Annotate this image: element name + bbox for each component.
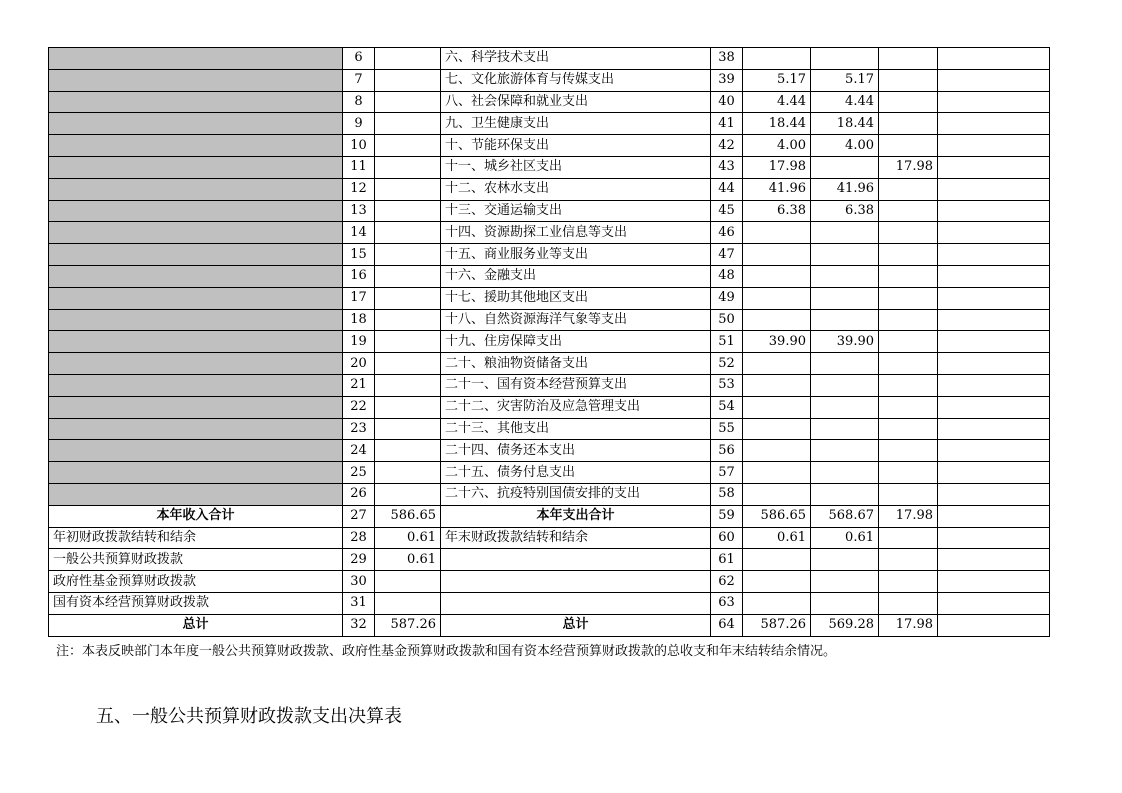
left-amount-cell <box>375 309 441 331</box>
general-budget-cell <box>811 440 879 462</box>
section-title: 五、一般公共预算财政拨款支出决算表 <box>96 706 402 727</box>
income-total-no: 27 <box>343 505 375 527</box>
expense-item-label: 十七、援助其他地区支出 <box>441 287 711 309</box>
expense-item-label: 二十五、债务付息支出 <box>441 462 711 484</box>
left-label-cell <box>49 374 343 396</box>
left-amount-cell <box>375 396 441 418</box>
sub1-amount: 0.61 <box>375 549 441 571</box>
extra-cell <box>938 396 1050 418</box>
general-budget-cell <box>811 483 879 505</box>
left-amount-cell <box>375 331 441 353</box>
left-label-cell <box>49 178 343 200</box>
left-label-cell <box>49 462 343 484</box>
extra-cell <box>938 178 1050 200</box>
left-amount-cell <box>375 135 441 157</box>
left-label-cell <box>49 483 343 505</box>
left-no-cell: 9 <box>343 113 375 135</box>
end-balance-extra <box>938 527 1050 549</box>
sub1-no: 29 <box>343 549 375 571</box>
extra-cell <box>938 200 1050 222</box>
table-row <box>49 374 1050 396</box>
left-label-cell <box>49 200 343 222</box>
sub-row <box>49 571 1050 593</box>
extra-cell <box>938 483 1050 505</box>
table-row <box>49 91 1050 113</box>
table-row <box>49 396 1050 418</box>
left-no-cell: 20 <box>343 353 375 375</box>
extra-cell <box>938 265 1050 287</box>
table-row <box>49 287 1050 309</box>
begin-balance-label: 年初财政拨款结转和结余 <box>49 527 343 549</box>
expense-item-label: 七、文化旅游体育与传媒支出 <box>441 69 711 91</box>
left-amount-cell <box>375 265 441 287</box>
left-amount-cell <box>375 156 441 178</box>
table-row <box>49 309 1050 331</box>
right-no-cell: 39 <box>711 69 743 91</box>
fund-budget-cell <box>879 287 938 309</box>
expense-item-label: 十五、商业服务业等支出 <box>441 244 711 266</box>
extra-cell <box>938 374 1050 396</box>
expense-total-no: 59 <box>711 505 743 527</box>
left-no-cell: 7 <box>343 69 375 91</box>
extra-cell <box>938 287 1050 309</box>
table-row <box>49 462 1050 484</box>
extra-cell <box>938 331 1050 353</box>
left-label-cell <box>49 396 343 418</box>
left-no-cell: 10 <box>343 135 375 157</box>
total-amount-cell <box>743 353 811 375</box>
expense-item-label: 十八、自然资源海洋气象等支出 <box>441 309 711 331</box>
grand-total-right-label: 总计 <box>441 614 711 636</box>
total-amount-cell <box>743 222 811 244</box>
table-row <box>49 200 1050 222</box>
left-label-cell <box>49 309 343 331</box>
left-label-cell <box>49 91 343 113</box>
expense-total-extra <box>938 505 1050 527</box>
extra-cell <box>938 91 1050 113</box>
income-total-amount: 586.65 <box>375 505 441 527</box>
total-amount-cell: 39.90 <box>743 331 811 353</box>
general-budget-cell: 39.90 <box>811 331 879 353</box>
right-no-cell: 41 <box>711 113 743 135</box>
sub2-c4 <box>938 571 1050 593</box>
grand-total-fund: 17.98 <box>879 614 938 636</box>
right-no-cell: 40 <box>711 91 743 113</box>
general-budget-cell <box>811 48 879 70</box>
general-budget-cell <box>811 353 879 375</box>
total-amount-cell <box>743 265 811 287</box>
expense-item-label: 二十一、国有资本经营预算支出 <box>441 374 711 396</box>
balance-row <box>49 527 1050 549</box>
fund-budget-cell <box>879 418 938 440</box>
left-no-cell: 14 <box>343 222 375 244</box>
total-amount-cell: 18.44 <box>743 113 811 135</box>
sub3-c3 <box>879 592 938 614</box>
left-amount-cell <box>375 374 441 396</box>
fiscal-appropriation-table <box>48 47 1050 637</box>
left-no-cell: 18 <box>343 309 375 331</box>
table-row <box>49 483 1050 505</box>
extra-cell <box>938 440 1050 462</box>
left-amount-cell <box>375 244 441 266</box>
general-budget-cell <box>811 462 879 484</box>
table-row <box>49 440 1050 462</box>
fund-budget-cell <box>879 462 938 484</box>
right-no-cell: 50 <box>711 309 743 331</box>
expense-item-label: 十四、资源勘探工业信息等支出 <box>441 222 711 244</box>
left-no-cell: 21 <box>343 374 375 396</box>
left-label-cell <box>49 69 343 91</box>
sub1-c4 <box>938 549 1050 571</box>
expense-item-label: 八、社会保障和就业支出 <box>441 91 711 113</box>
grand-total-extra <box>938 614 1050 636</box>
general-budget-cell <box>811 287 879 309</box>
table-row <box>49 156 1050 178</box>
sub3-right-label <box>441 592 711 614</box>
fund-budget-cell <box>879 353 938 375</box>
sub3-right-no: 63 <box>711 592 743 614</box>
right-no-cell: 56 <box>711 440 743 462</box>
end-balance-fund <box>879 527 938 549</box>
fund-budget-cell <box>879 69 938 91</box>
expense-total-general: 568.67 <box>811 505 879 527</box>
left-no-cell: 16 <box>343 265 375 287</box>
fund-budget-cell <box>879 200 938 222</box>
left-amount-cell <box>375 178 441 200</box>
left-no-cell: 8 <box>343 91 375 113</box>
general-budget-cell <box>811 309 879 331</box>
total-amount-cell <box>743 418 811 440</box>
sub1-c2 <box>811 549 879 571</box>
sub3-no: 31 <box>343 592 375 614</box>
grand-total-row <box>49 614 1050 636</box>
fund-budget-cell <box>879 396 938 418</box>
table-row <box>49 113 1050 135</box>
left-amount-cell <box>375 113 441 135</box>
expense-total-total: 586.65 <box>743 505 811 527</box>
extra-cell <box>938 222 1050 244</box>
expense-item-label: 十六、金融支出 <box>441 265 711 287</box>
right-no-cell: 42 <box>711 135 743 157</box>
left-amount-cell <box>375 353 441 375</box>
general-budget-cell: 41.96 <box>811 178 879 200</box>
right-no-cell: 48 <box>711 265 743 287</box>
expense-item-label: 十、节能环保支出 <box>441 135 711 157</box>
fund-budget-cell <box>879 113 938 135</box>
right-no-cell: 49 <box>711 287 743 309</box>
left-no-cell: 19 <box>343 331 375 353</box>
fund-budget-cell <box>879 265 938 287</box>
right-no-cell: 43 <box>711 156 743 178</box>
left-no-cell: 25 <box>343 462 375 484</box>
total-amount-cell: 5.17 <box>743 69 811 91</box>
expense-item-label: 十一、城乡社区支出 <box>441 156 711 178</box>
begin-balance-amount: 0.61 <box>375 527 441 549</box>
right-no-cell: 38 <box>711 48 743 70</box>
left-no-cell: 24 <box>343 440 375 462</box>
right-no-cell: 58 <box>711 483 743 505</box>
total-amount-cell: 17.98 <box>743 156 811 178</box>
left-label-cell <box>49 156 343 178</box>
general-budget-cell <box>811 396 879 418</box>
right-no-cell: 55 <box>711 418 743 440</box>
table-row <box>49 135 1050 157</box>
fund-budget-cell <box>879 135 938 157</box>
sub1-c1 <box>743 549 811 571</box>
summary-rows <box>49 505 1050 636</box>
extra-cell <box>938 156 1050 178</box>
sub2-c1 <box>743 571 811 593</box>
extra-cell <box>938 135 1050 157</box>
sub3-amount <box>375 592 441 614</box>
sub-row <box>49 549 1050 571</box>
extra-cell <box>938 418 1050 440</box>
sub3-c4 <box>938 592 1050 614</box>
sub2-amount <box>375 571 441 593</box>
expense-item-label: 十三、交通运输支出 <box>441 200 711 222</box>
extra-cell <box>938 462 1050 484</box>
left-no-cell: 12 <box>343 178 375 200</box>
general-budget-cell: 6.38 <box>811 200 879 222</box>
fund-budget-cell: 17.98 <box>879 156 938 178</box>
grand-total-right-no: 64 <box>711 614 743 636</box>
extra-cell <box>938 353 1050 375</box>
fund-budget-cell <box>879 440 938 462</box>
right-no-cell: 44 <box>711 178 743 200</box>
table-note: 注：本表反映部门本年度一般公共预算财政拨款、政府性基金预算财政拨款和国有资本经营预算财政拨款的总收支和年末结转结余情况。 <box>56 644 837 659</box>
total-amount-cell: 4.00 <box>743 135 811 157</box>
expense-item-label: 十九、住房保障支出 <box>441 331 711 353</box>
general-budget-cell <box>811 244 879 266</box>
left-label-cell <box>49 331 343 353</box>
expense-item-label: 十二、农林水支出 <box>441 178 711 200</box>
total-amount-cell <box>743 309 811 331</box>
left-amount-cell <box>375 91 441 113</box>
extra-cell <box>938 309 1050 331</box>
left-amount-cell <box>375 48 441 70</box>
table-row <box>49 265 1050 287</box>
left-label-cell <box>49 418 343 440</box>
general-budget-cell: 18.44 <box>811 113 879 135</box>
fund-budget-cell <box>879 244 938 266</box>
expense-item-label: 二十二、灾害防治及应急管理支出 <box>441 396 711 418</box>
fund-budget-cell <box>879 331 938 353</box>
right-no-cell: 53 <box>711 374 743 396</box>
total-amount-cell: 6.38 <box>743 200 811 222</box>
left-no-cell: 6 <box>343 48 375 70</box>
extra-cell <box>938 113 1050 135</box>
total-amount-cell <box>743 244 811 266</box>
left-label-cell <box>49 287 343 309</box>
left-label-cell <box>49 48 343 70</box>
grand-total-left-amount: 587.26 <box>375 614 441 636</box>
sub2-right-label <box>441 571 711 593</box>
expense-total-label: 本年支出合计 <box>441 505 711 527</box>
general-budget-cell <box>811 222 879 244</box>
total-amount-cell: 41.96 <box>743 178 811 200</box>
right-no-cell: 57 <box>711 462 743 484</box>
end-balance-no: 60 <box>711 527 743 549</box>
table-row <box>49 178 1050 200</box>
left-no-cell: 13 <box>343 200 375 222</box>
fund-budget-cell <box>879 91 938 113</box>
total-amount-cell <box>743 462 811 484</box>
fund-budget-cell <box>879 483 938 505</box>
left-amount-cell <box>375 440 441 462</box>
right-no-cell: 45 <box>711 200 743 222</box>
expense-total-fund: 17.98 <box>879 505 938 527</box>
left-no-cell: 26 <box>343 483 375 505</box>
left-amount-cell <box>375 483 441 505</box>
table-row <box>49 69 1050 91</box>
expense-item-label: 二十、粮油物资储备支出 <box>441 353 711 375</box>
total-amount-cell: 4.44 <box>743 91 811 113</box>
sub1-label: 一般公共预算财政拨款 <box>49 549 343 571</box>
right-no-cell: 46 <box>711 222 743 244</box>
extra-cell <box>938 48 1050 70</box>
left-label-cell <box>49 440 343 462</box>
table-row <box>49 244 1050 266</box>
left-amount-cell <box>375 287 441 309</box>
table-row <box>49 222 1050 244</box>
general-budget-cell <box>811 374 879 396</box>
expense-item-label: 二十三、其他支出 <box>441 418 711 440</box>
fund-budget-cell <box>879 222 938 244</box>
expense-item-label: 二十四、债务还本支出 <box>441 440 711 462</box>
detail-rows <box>49 48 1050 506</box>
fund-budget-cell <box>879 374 938 396</box>
left-amount-cell <box>375 69 441 91</box>
sub3-label: 国有资本经营预算财政拨款 <box>49 592 343 614</box>
begin-balance-no: 28 <box>343 527 375 549</box>
left-label-cell <box>49 113 343 135</box>
grand-total-total: 587.26 <box>743 614 811 636</box>
sub-row <box>49 592 1050 614</box>
right-no-cell: 47 <box>711 244 743 266</box>
sub2-no: 30 <box>343 571 375 593</box>
extra-cell <box>938 69 1050 91</box>
left-no-cell: 15 <box>343 244 375 266</box>
expense-item-label: 二十六、抗疫特别国债安排的支出 <box>441 483 711 505</box>
total-amount-cell <box>743 440 811 462</box>
sub1-right-label <box>441 549 711 571</box>
left-no-cell: 17 <box>343 287 375 309</box>
end-balance-general: 0.61 <box>811 527 879 549</box>
end-balance-total: 0.61 <box>743 527 811 549</box>
total-amount-cell <box>743 374 811 396</box>
left-no-cell: 23 <box>343 418 375 440</box>
right-no-cell: 54 <box>711 396 743 418</box>
general-budget-cell <box>811 156 879 178</box>
left-amount-cell <box>375 418 441 440</box>
sub1-right-no: 61 <box>711 549 743 571</box>
right-no-cell: 51 <box>711 331 743 353</box>
extra-cell <box>938 244 1050 266</box>
general-budget-cell <box>811 418 879 440</box>
grand-total-left-label: 总计 <box>49 614 343 636</box>
grand-total-left-no: 32 <box>343 614 375 636</box>
left-label-cell <box>49 353 343 375</box>
total-amount-cell <box>743 287 811 309</box>
fund-budget-cell <box>879 48 938 70</box>
end-balance-label: 年末财政拨款结转和结余 <box>441 527 711 549</box>
sub2-c3 <box>879 571 938 593</box>
sub3-c1 <box>743 592 811 614</box>
expense-item-label: 九、卫生健康支出 <box>441 113 711 135</box>
left-label-cell <box>49 244 343 266</box>
table-row <box>49 353 1050 375</box>
total-amount-cell <box>743 396 811 418</box>
total-amount-cell <box>743 48 811 70</box>
general-budget-cell: 5.17 <box>811 69 879 91</box>
general-budget-cell: 4.00 <box>811 135 879 157</box>
left-label-cell <box>49 265 343 287</box>
left-label-cell <box>49 135 343 157</box>
left-amount-cell <box>375 200 441 222</box>
table-row <box>49 331 1050 353</box>
total-amount-cell <box>743 483 811 505</box>
right-no-cell: 52 <box>711 353 743 375</box>
general-budget-cell: 4.44 <box>811 91 879 113</box>
general-budget-cell <box>811 265 879 287</box>
left-amount-cell <box>375 222 441 244</box>
grand-total-general: 569.28 <box>811 614 879 636</box>
income-total-label: 本年收入合计 <box>49 505 343 527</box>
left-no-cell: 22 <box>343 396 375 418</box>
fund-budget-cell <box>879 178 938 200</box>
sub3-c2 <box>811 592 879 614</box>
sub1-c3 <box>879 549 938 571</box>
left-label-cell <box>49 222 343 244</box>
sub2-label: 政府性基金预算财政拨款 <box>49 571 343 593</box>
table-row <box>49 48 1050 70</box>
sub2-right-no: 62 <box>711 571 743 593</box>
left-no-cell: 11 <box>343 156 375 178</box>
total-row <box>49 505 1050 527</box>
table-row <box>49 418 1050 440</box>
expense-item-label: 六、科学技术支出 <box>441 48 711 70</box>
fund-budget-cell <box>879 309 938 331</box>
left-amount-cell <box>375 462 441 484</box>
sub2-c2 <box>811 571 879 593</box>
